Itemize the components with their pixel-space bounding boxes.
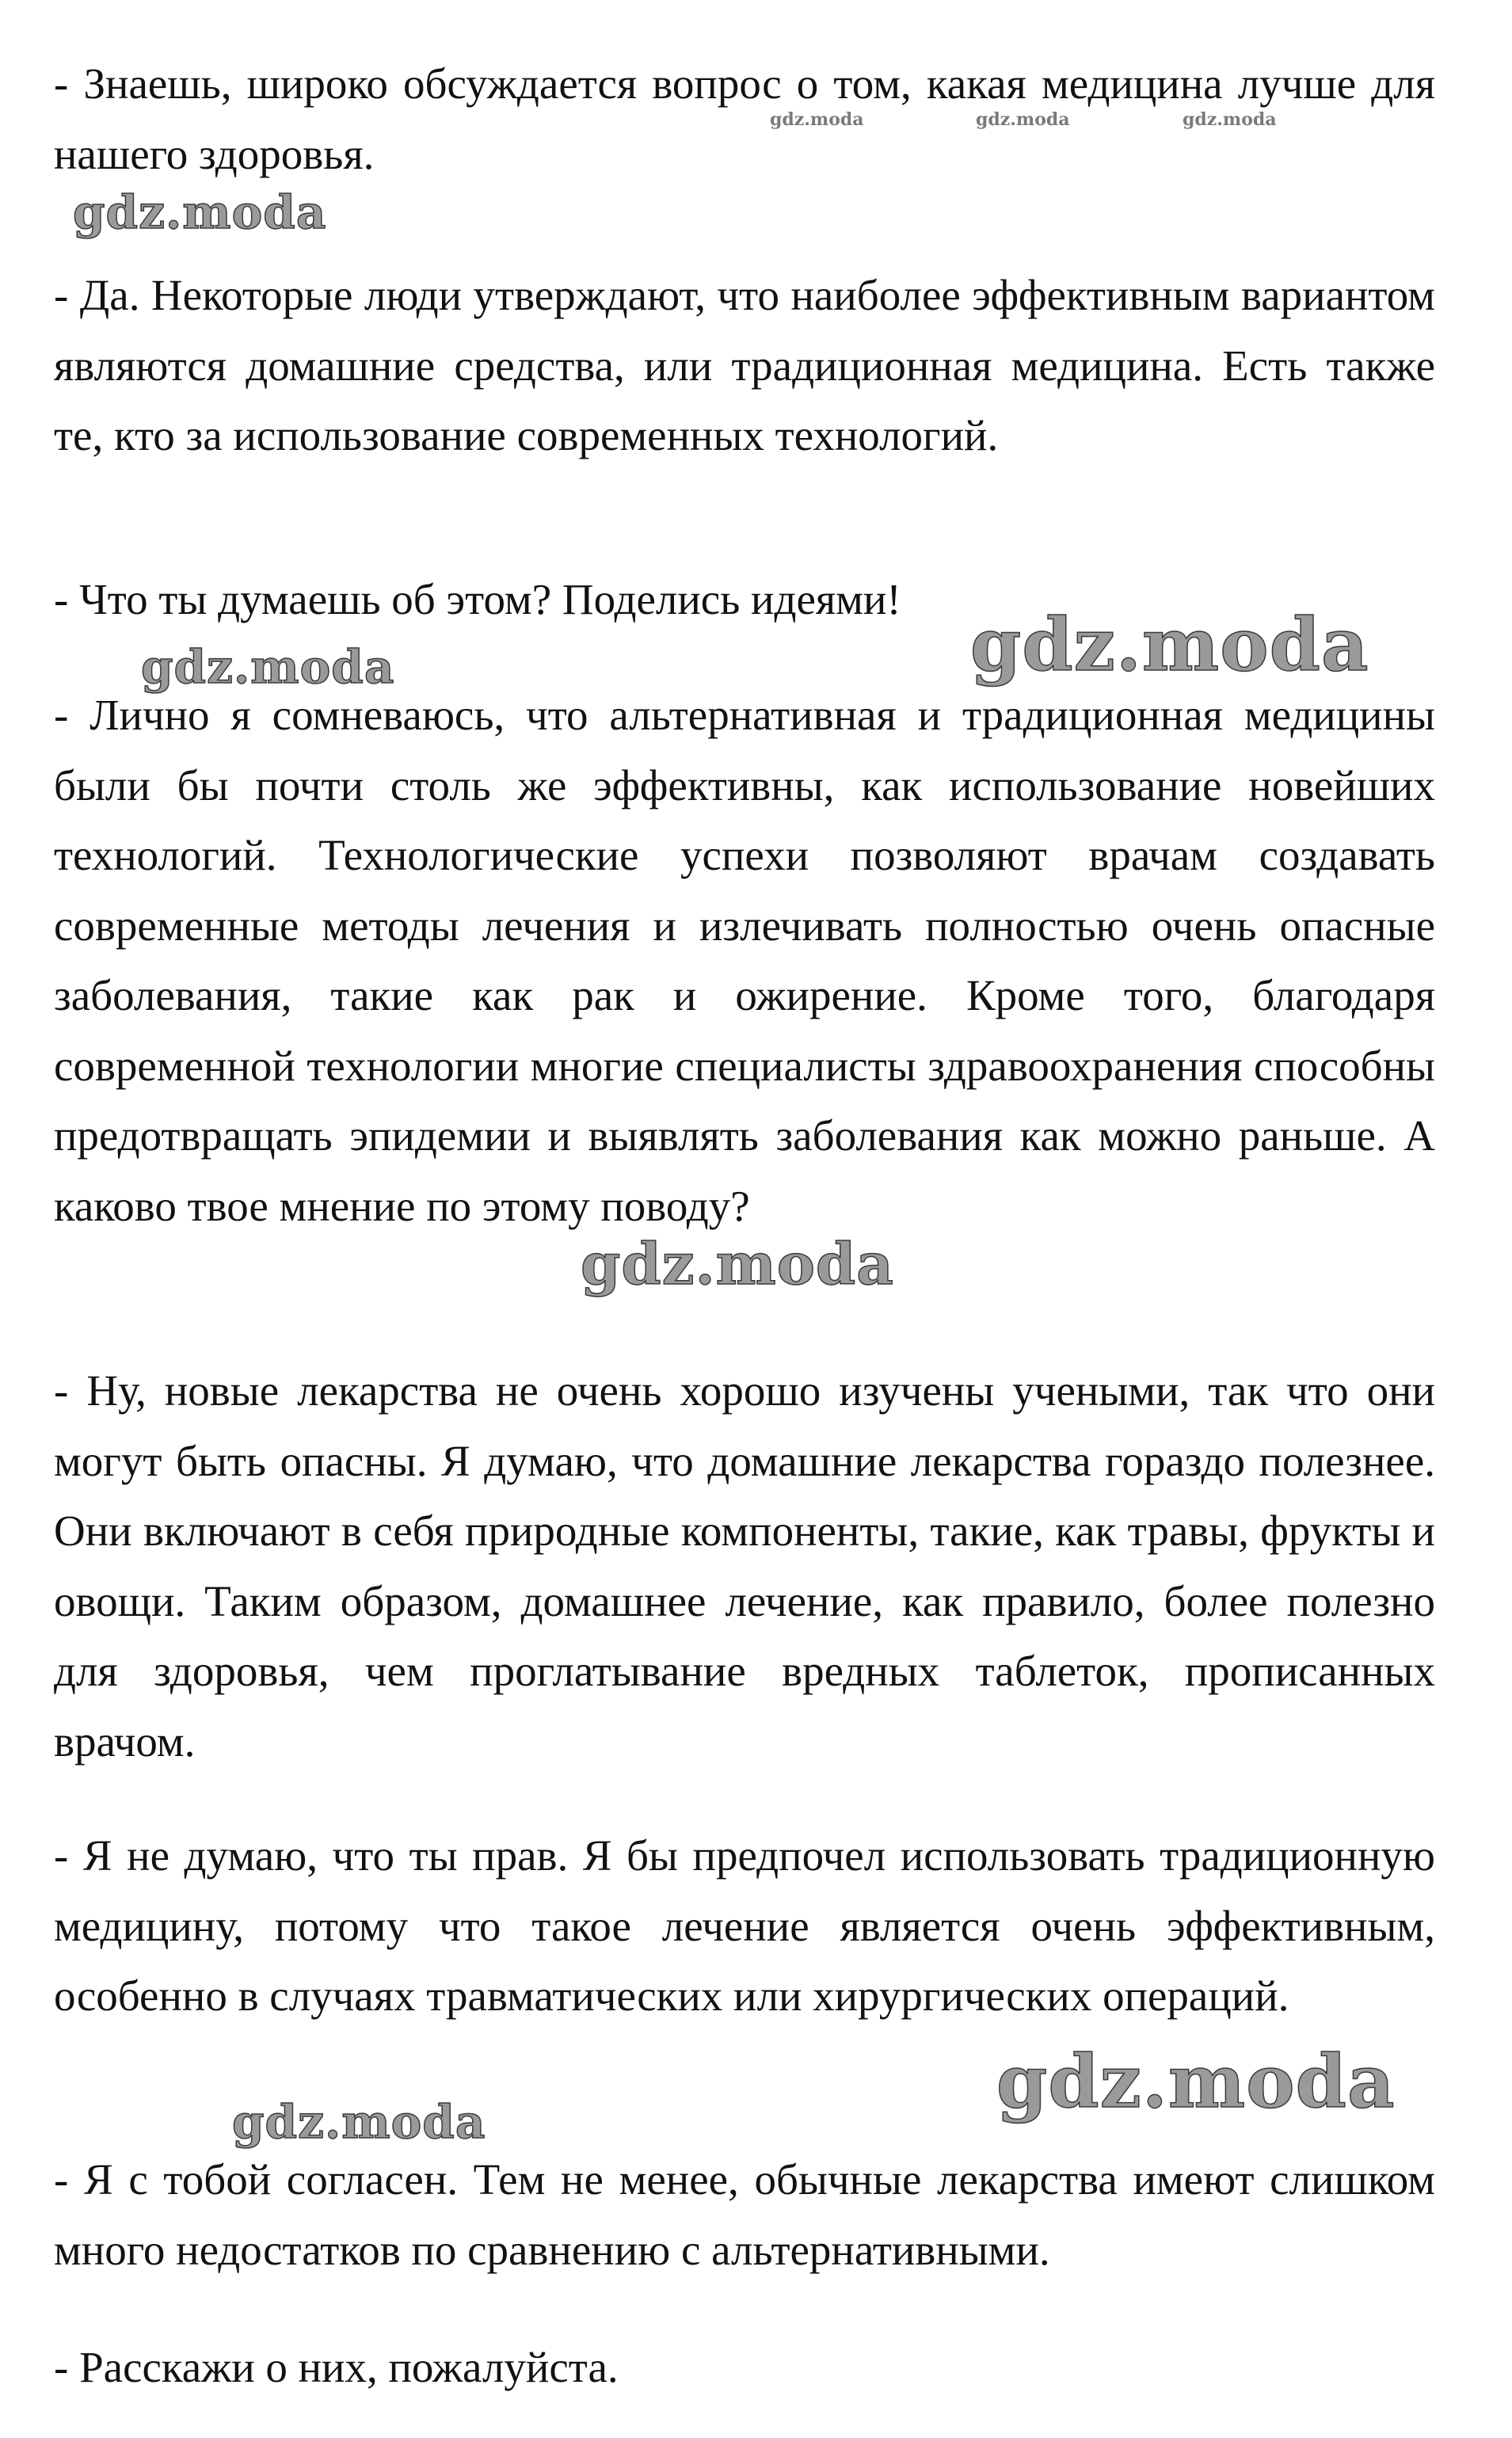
watermark-logo: gdz.moda — [970, 602, 1369, 688]
dialogue-line-2: - Да. Некоторые люди утверждают, что наиболее эффективным вариантом являются домашние средства, или традиционная медицина. Есть также те, кто за использование современных технологий. — [54, 271, 1435, 459]
dialogue-line-7: - Я с тобой согласен. Тем не менее, обычные лекарства имеют слишком много недостатков по сравнению с альтернативными. — [54, 2155, 1435, 2274]
watermark-logo: gdz.moda — [232, 2095, 486, 2149]
watermark-logo: gdz.moda — [996, 2039, 1396, 2124]
dialogue-line-5: - Ну, новые лекарства не очень хорошо изучены учеными, так что они могут быть опасны. Я думаю, что домашние лекарства гораздо полезнее. Они включают в себя природные компоненты, такие, как травы, фрукты и овощи. Таким образом, домашнее лечение, как правило, более полезно для здоровья, чем проглатывание вредных таблеток, прописанных врачом. — [54, 1366, 1435, 1766]
dialogue-line-8: - Расскажи о них, пожалуйста. — [54, 2343, 619, 2391]
watermark-logo: gdz.moda — [141, 640, 395, 694]
dialogue-line-4: - Лично я сомневаюсь, что альтернативная и традиционная медицины были бы почти столь же эффективны, как использование новейших технологий. Технологические успехи позволяют врачам создавать современные методы лечения и излечивать полностью очень опасные заболевания, такие как рак и ожирение. Кроме того, благодаря современной технологии многие специалисты здравоохранения способны предотвращать эпидемии и выявлять заболевания как можно раньше. А каково твое мнение по этому поводу? — [54, 691, 1435, 1230]
dialogue-line-1: - Знаешь, широко обсуждается вопрос о том, какая медицина лучше для нашего здоровья. — [54, 59, 1435, 178]
dialogue-line-3: - Что ты думаешь об этом? Поделись идеями! — [54, 575, 901, 623]
watermark-logo: gdz.moda — [976, 109, 1070, 130]
watermark-logo: gdz.moda — [581, 1230, 894, 1297]
watermark-logo: gdz.moda — [1183, 109, 1277, 130]
watermark-logo: gdz.moda — [73, 185, 327, 239]
dialogue-line-6: - Я не думаю, что ты прав. Я бы предпочел использовать традиционную медицину, потому что такое лечение является очень эффективным, особенно в случаях травматических или хирургических операций. — [54, 1831, 1435, 2020]
watermark-logo: gdz.moda — [770, 109, 864, 130]
